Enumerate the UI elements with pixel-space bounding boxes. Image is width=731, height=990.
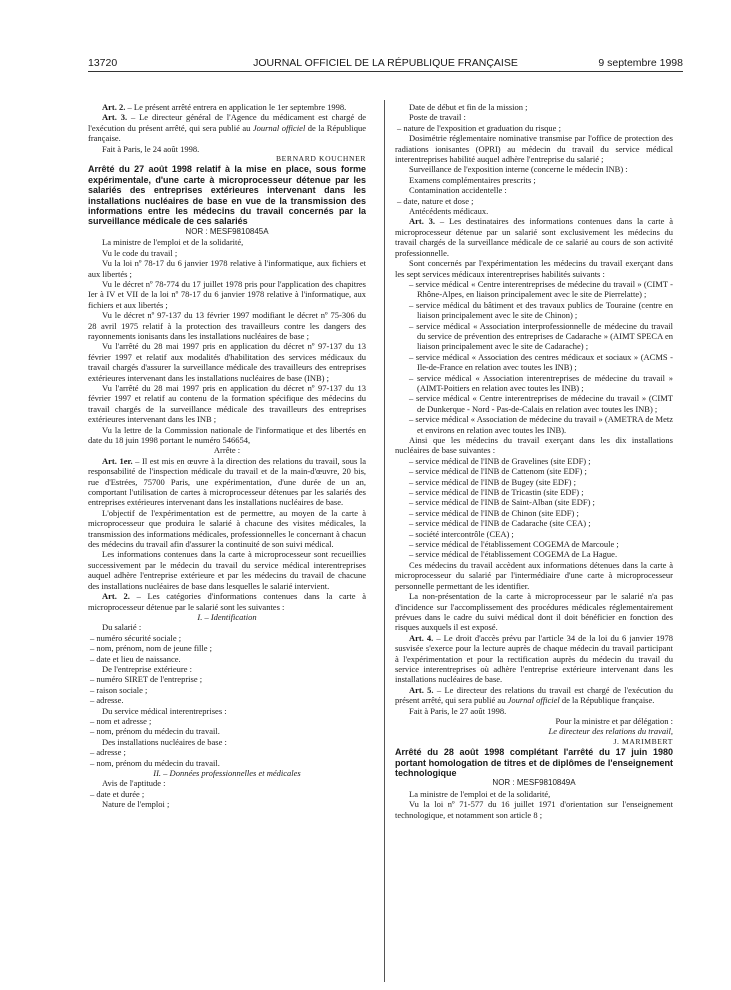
body-paragraph: Dosimétrie réglementaire nominative transmise par l'office de protection des radiations ionisantes (OPRI) au médecin du travail du service médical interentreprises habilité auquel adhère l'entreprise du salarié ; [395,133,673,165]
visa-line: Vu la lettre de la Commission nationale de l'informatique et des libertés en date du 18 juin 1998 portant le numéro 546654, [88,424,366,445]
list-item: – date et durée ; [90,788,145,799]
done-at: Fait à Paris, le 24 août 1998. [102,143,200,154]
service-item: – service médical « Centre interentreprises de médecine du travail » (CIMT de Dunkerque - Nord - Pas-de-Calais en relation avec toutes les INB) ; [409,393,673,414]
minister-line: La ministre de l'emploi et de la solidarité, [409,788,551,799]
visa-line: Vu l'arrêté du 28 mai 1997 pris en application du décret nº 97-137 du 13 février 1997 et relatif au contenu de la formation spécifique des médecins du travail chargés de la surveillance médicale des travailleurs des entreprises extérieures intervenant dans les INB ; [88,382,366,425]
list-item: – nom, prénom du médecin du travail. [90,726,220,737]
list-heading: Avis de l'aptitude : [102,778,166,789]
inb-item: – service médical de l'INB de Cattenom (site EDF) ; [409,466,587,477]
list-item: – nom et adresse ; [90,715,152,726]
issue-date: 9 septembre 1998 [598,57,683,69]
list-heading: Du service médical interentreprises : [102,705,227,716]
list-item: – adresse. [90,695,124,706]
left-column [88,102,366,982]
service-item: – service médical « Centre interentreprises de médecine du travail » (CIMT - Rhône-Alpes, en liaison principalement avec le site de Pierrelatte) ; [409,278,673,300]
body-paragraph: La non-présentation de la carte à microprocesseur par le salarié n'a pas d'incidence sur l'accomplissement des procédures médicales réglementairement prévues dans le cadre du suivi médical dont il doit bénéficier en fonction des risques auxquels il est exposé. [395,591,673,633]
list-item: – raison sociale ; [90,684,148,695]
list-heading: Des installations nucléaires de base : [102,736,227,747]
list-heading: Nature de l'emploi ; [102,799,170,810]
list-heading: Examens complémentaires prescrits ; [409,174,536,185]
service-item: – service médical du bâtiment et des travaux publics de Touraine (centre en liaison principalement avec le site de Chinon) ; [409,299,673,321]
arrete-heading: Arrête : [213,445,241,456]
body-paragraph: Ainsi que les médecins du travail exerçant dans les dix installations nucléaires de base suivantes : [395,435,673,456]
column-divider [384,100,385,982]
inb-item: – service médical de l'INB de Bugey (site EDF) ; [409,476,576,487]
inb-item: – société intercontrôle (CEA) ; [409,528,514,539]
visa-line: Vu la loi nº 78-17 du 6 janvier 1978 relative à l'informatique, aux fichiers et aux libertés ; [88,258,366,279]
delegation-line: Pour la ministre et par délégation : [555,715,673,726]
list-heading: Poste de travail : [409,112,466,123]
service-item: – service médical « Association interprofessionnelle de médecine du travail du service de prévention des entreprises de Cadarache » (AIMT SPECA en liaison principalement avec le site de Cadarache) ; [409,320,673,352]
inb-item: – service médical de l'INB de Chinon (site EDF) ; [409,507,579,518]
list-item: – adresse ; [90,747,126,758]
list-item: – nature de l'exposition et graduation du risque ; [397,122,561,133]
list-item: – date, nature et dose ; [397,195,474,206]
article-paragraph: Art. 1er. – Il est mis en œuvre à la direction des relations du travail, sous la responsabilité de l'inspection médicale du travail et de la main-d'œuvre, 20 bis, rue d'Estrées, 75700 Paris, une expérimentation, d'une durée de un an, comportant l'utilisation de cartes à microprocesseur détenues par les salariés des entreprises extérieures intervenant dans les installations nucléaires de base. [88,455,366,508]
article-paragraph: Art. 2. – Le présent arrêté entrera en application le 1er septembre 1998. [102,102,347,112]
body-paragraph: L'objectif de l'expérimentation est de permettre, au moyen de la carte à microprocesseur que produira le salarié à chacune des visites médicales, la transmission des informations médicales, professionnelles le concernant à chacun des médecins du travail afin d'assurer la continuité de son suivi médical. [88,507,366,550]
visa-line: Vu le décret nº 78-774 du 17 juillet 1978 pris pour l'application des chapitres Ier à IV et VII de la loi nº 78-17 du 6 janvier 1978 relative à l'informatique, aux fichiers et aux libertés ; [88,278,366,310]
service-item: – service médical « Association de médecine du travail » (AMETRA de Metz et environs en relation avec toutes les INB). [409,414,673,435]
list-item: – numéro sécurité sociale ; [90,632,182,643]
visa-line: Vu la loi nº 71-577 du 16 juillet 1971 d'orientation sur l'enseignement technologique, et notamment son article 8 ; [395,799,673,820]
inb-item: – service médical de l'INB de Cadarache (site CEA) ; [409,518,591,529]
service-item: – service médical « Association interentreprises de médecine du travail » (AIMT-Poitiers en relation avec toutes les INB) ; [409,372,673,393]
page-number: 13720 [88,57,118,69]
body-paragraph: Sont concernés par l'expérimentation les médecins du travail exerçant dans les sept services médicaux interentreprises habilités suivants : [395,258,673,279]
nor-reference: NOR : MESF9810845A [185,226,269,236]
article-paragraph: Art. 4. – Le droit d'accès prévu par l'article 34 de la loi du 6 janvier 1978 susvisée s'exerce pour la lecture auprès de chaque médecin du travail participant à l'expérimentation et pour la rectification auprès du médecin du travail du service interentreprises où adhère l'entreprise extérieure intervenant dans les installations nucléaires de base. [395,632,673,685]
section-heading: II. – Données professionnelles et médicales [153,768,301,778]
director-line: Le directeur des relations du travail, [548,726,673,737]
list-item: – date et lieu de naissance. [90,653,181,664]
inb-item: – service médical de l'INB de Gravelines (site EDF) ; [409,455,591,466]
minister-line: La ministre de l'emploi et de la solidarité, [102,237,244,248]
list-heading: Du salarié : [102,622,142,633]
visa-line: Vu l'arrêté du 28 mai 1997 pris en application du décret nº 97-137 du 13 février 1997 et relatif aux modalités d'habilitation des services médicaux du travail chargés d'assurer la surveillance médicale des travailleurs des entreprises extérieures intervenant dans les installations nucléaires de base (INB) ; [88,341,366,383]
list-item: – nom, prénom, nom de jeune fille ; [90,643,213,654]
list-item: – nom, prénom du médecin du travail. [90,757,220,768]
done-at: Fait à Paris, le 27 août 1998. [409,705,507,716]
inb-item: – service médical de l'établissement COGEMA de La Hague. [409,549,618,560]
decree-title: Arrêté du 27 août 1998 relatif à la mise en place, sous forme expérimentale, d'une carte à microprocesseur détenue par les salariés des entreprises extérieures intervenant dans les installations nucléaires de base en vue de la transmission des informations entre les médecins du travail concernés par la surveillance médicale de ces salariés [88,164,366,227]
header-rule [88,71,683,72]
nor-reference: NOR : MESF9810849A [492,778,576,788]
service-item: – service médical « Association des centres médicaux et sociaux » (ACMS - Ile-de-France en relation avec toutes les INB) ; [409,351,673,373]
article-paragraph: Art. 3. – Le directeur général de l'Agence du médicament est chargé de l'exécution du présent arrêté, qui sera publié au Journal officiel de la République française. [88,112,366,144]
body-paragraph: Les informations contenues dans la carte à microprocesseur sont recueillies successivement par le médecin du travail du service médical interentreprises auquel adhère l'entreprise extérieure et par les médecins du travail de chacune des installations nucléaires de base dans lesquelles le salarié intervient. [88,549,366,591]
list-heading: Antécédents médicaux. [409,206,489,217]
inb-item: – service médical de l'établissement COGEMA de Marcoule ; [409,539,619,550]
article-paragraph: Art. 5. – Le directeur des relations du travail est chargé de l'exécution du présent arrêté, qui sera publié au Journal officiel de la République française. [395,684,673,706]
page-header [88,57,683,71]
inb-item: – service médical de l'INB de Saint-Alban (site EDF) ; [409,497,595,508]
list-heading: De l'entreprise extérieure : [102,663,193,674]
signature: J. MARIMBERT [613,736,673,746]
list-heading: Date de début et fin de la mission ; [409,102,528,112]
body-paragraph: Ces médecins du travail accèdent aux informations détenues dans la carte à microprocesseur du salarié par l'intermédiaire d'une carte à microprocesseur personnelle permettant de les identifier. [395,559,673,591]
signature: BERNARD KOUCHNER [276,154,366,164]
list-item: – numéro SIRET de l'entreprise ; [90,674,203,685]
article-paragraph: Art. 2. – Les catégories d'informations contenues dans la carte à microprocesseur détenue par le salarié sont les suivantes : [88,591,366,612]
journal-title: JOURNAL OFFICIEL DE LA RÉPUBLIQUE FRANÇAISE [253,57,518,69]
inb-item: – service médical de l'INB de Tricastin (site EDF) ; [409,487,584,498]
article-paragraph: Art. 3. – Les destinataires des informations contenues dans la carte à microprocesseur détenue par un salarié sont exclusivement les médecins du travail chargés de la surveillance médicale de ce salarié au cours de son activité professionnelle. [395,216,673,258]
right-column [395,102,673,982]
list-heading: Contamination accidentelle : [409,185,507,196]
visa-line: Vu le code du travail ; [102,247,178,258]
decree-title: Arrêté du 28 août 1998 complétant l'arrêté du 17 juin 1980 portant homologation de titres et de diplômes de l'enseignement technologique [395,747,673,778]
section-heading: I. – Identification [197,611,257,622]
list-heading: Surveillance de l'exposition interne (concerne le médecin INB) : [409,164,628,175]
visa-line: Vu le décret nº 97-137 du 13 février 1997 modifiant le décret nº 75-306 du 28 avril 1975 relatif à la protection des travailleurs contre les dangers des rayonnements ionisants dans les installations nucléaires de base ; [88,310,366,341]
